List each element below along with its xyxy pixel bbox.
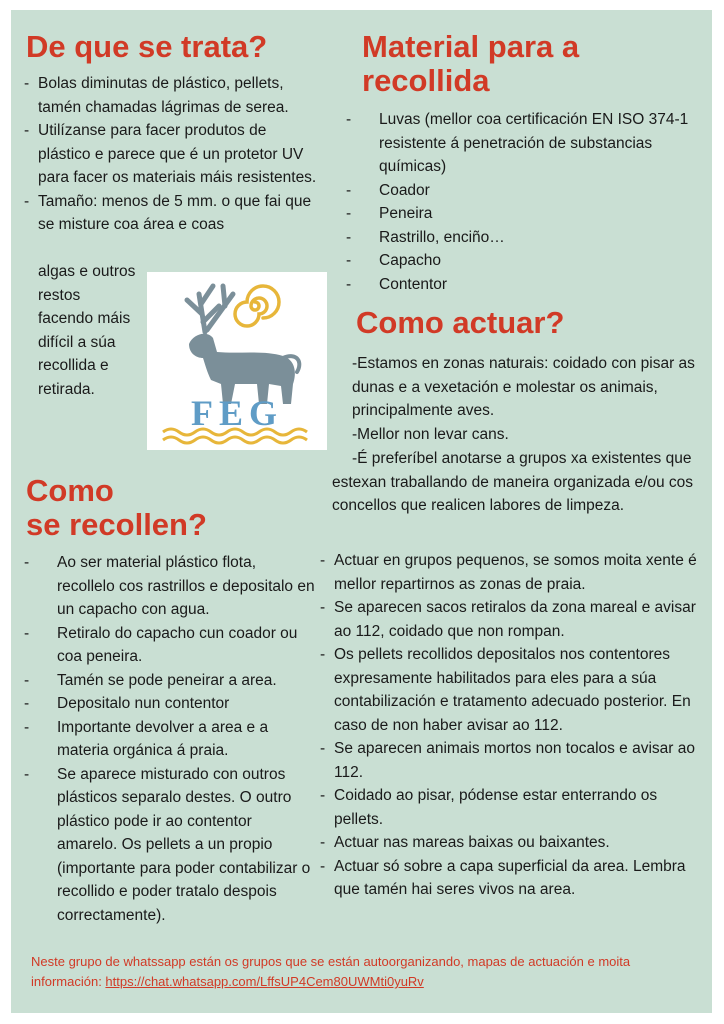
list-item: - Importante devolver a area e a materia orgánica á praia. [22,716,316,763]
logo-text: FEG [190,393,283,433]
what-is-it-heading: De que se trata? [26,29,268,64]
feg-logo [147,272,327,450]
list-item: - Se aparecen animais mortos non tocalos e avisar ao 112. [318,737,702,784]
how-collected-heading-line1: Como [26,473,114,508]
how-to-act-intro-3: -É preferíbel anotarse a grupos xa existentes que estexan traballando de maneira organizada e/ou cos concellos que realicen labores de limpeza. [332,450,694,514]
list-item: - Depositalo nun contentor [22,692,316,716]
list-item: - Actuar en grupos pequenos, se somos moita xente é mellor repartirnos as zonas de praia. [318,549,702,596]
list-item: - Os pellets recollidos depositalos nos contentores expresamente habilitados para eles para a súa contabilización e tratamento adecuado posterior. En caso de non haber avisar ao 112. [318,643,702,737]
list-item: - Se aparecen sacos retiralos da zona mareal e avisar ao 112, coidado que non rompan. [318,596,702,643]
list-item: - Contentor [344,273,689,297]
material-heading-line1: Material para a [362,29,580,64]
wrap-line: algas e outros [38,263,136,280]
how-to-act-list [318,549,702,902]
wrap-line: difícil a súa [38,333,116,351]
list-item: - Ao ser material plástico flota, recollelo cos rastrillos e depositalo en un capacho con agua. [22,551,316,622]
list-item: - Luvas (mellor coa certificación EN ISO 374-1 resistente á penetración de substancias químicas) [344,108,689,179]
wrap-line: recollida e [38,357,109,374]
how-collected-heading-line2: se recollen? [26,507,207,542]
how-to-act-intro-2: -Mellor non levar cans. [352,426,509,443]
list-item: - Se aparece misturado con outros plásticos separalo destes. O outro plástico pode ir ao contentor amarelo. Os pellets a un propio (importante para poder contabilizar o recollido e poder tratalo despois correctamente). [22,763,316,928]
wrap-line: facendo máis [38,310,131,327]
what-is-it-list [22,72,322,237]
list-item: - Coidado ao pisar, pódense estar enterrando os pellets. [318,784,702,831]
list-item: - Rastrillo, enciño… [344,226,689,250]
list-item: - Bolas diminutas de plástico, pellets, tamén chamadas lágrimas de serea. [22,72,322,119]
how-collected-heading [26,474,207,542]
list-item: - Coador [344,179,689,203]
how-collected-list [22,551,316,927]
material-heading-line2: recollida [362,63,490,98]
whatsapp-group-link[interactable]: https://chat.whatsapp.com/LffsUP4Cem80UWMti0yuRv [105,974,424,989]
list-item: - Capacho [344,249,689,273]
wrap-line: restos [38,286,81,304]
list-item: - Actuar só sobre a capa superficial da area. Lembra que tamén hai seres vivos na area. [318,855,702,902]
list-item: - Peneira [344,202,689,226]
footer-text: Neste grupo de whatssapp están os grupos que se están autoorganizando, mapas de actuación e moita información: [31,954,631,989]
material-list [344,108,689,296]
list-item: - Utilízanse para facer produtos de plástico e parece que é un protetor UV para facer os materiais máis resistentes. [22,119,322,190]
how-to-act-intro-1: -Estamos en zonas naturais: coidado con pisar as dunas e a vexetación e molestar os animais, principalmente aves. [352,355,695,419]
wrap-line: retirada. [38,380,95,398]
list-item: - Tamén se pode peneirar a area. [22,669,316,693]
footer-note [31,952,691,992]
how-to-act-heading: Como actuar? [356,305,565,340]
list-item: - Actuar nas mareas baixas ou baixantes. [318,831,702,855]
material-heading [362,30,579,98]
list-item: - Tamaño: menos de 5 mm. o que fai que se misture coa área e coas [22,190,322,237]
list-item: - Retiralo do capacho cun coador ou coa peneira. [22,622,316,669]
